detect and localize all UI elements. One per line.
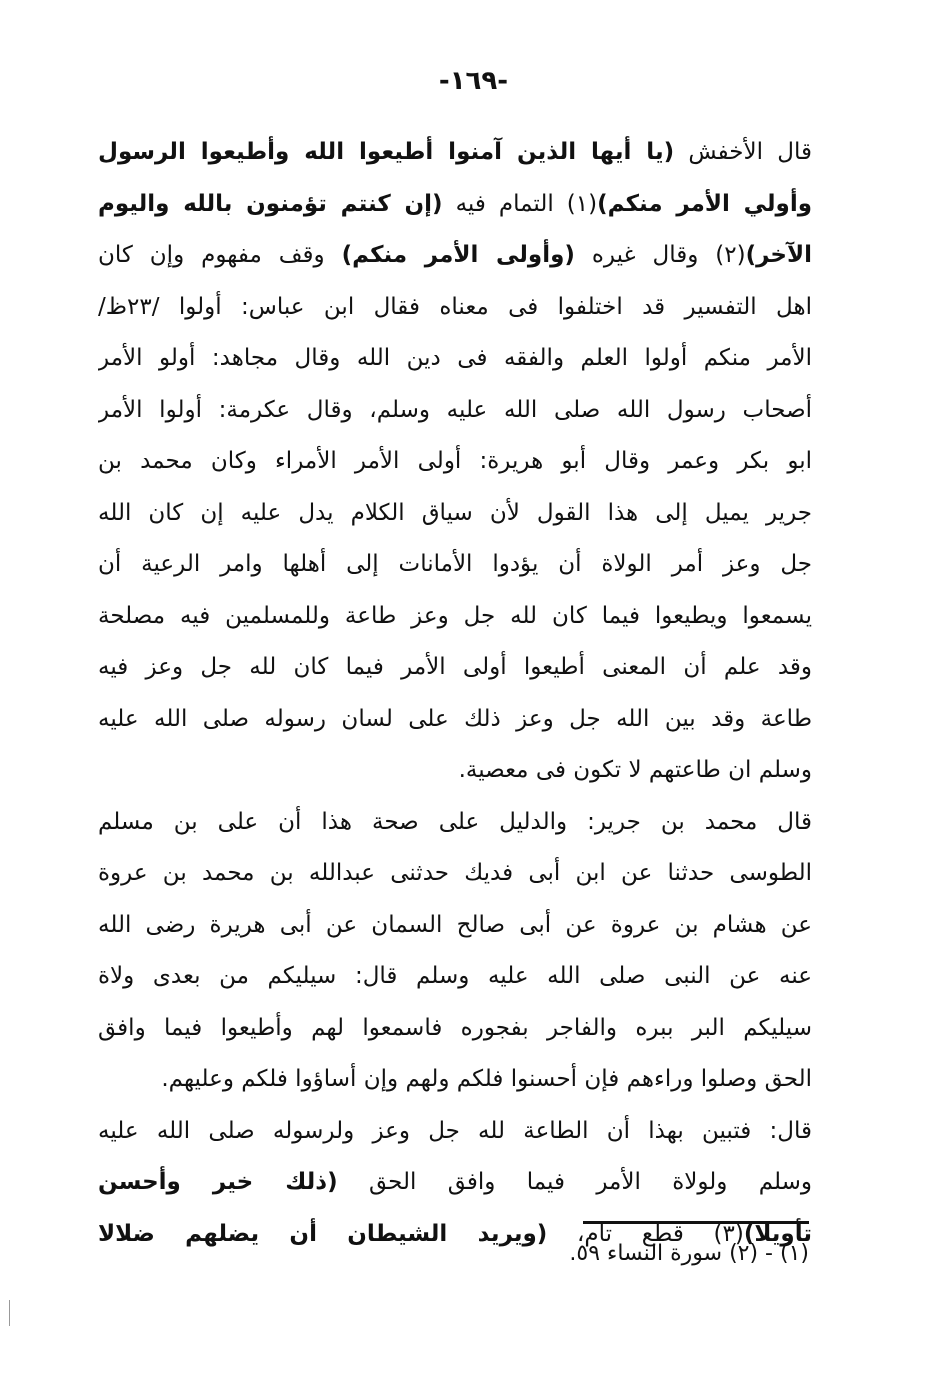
page-number: -١٦٩- <box>438 66 509 96</box>
text-segment: (٢) وقال غيره <box>574 242 746 268</box>
text-segment: عن هشام بن عروة عن أبى صالح السمان عن أبى هريرة رضى الله <box>98 911 812 938</box>
text-line <box>98 694 812 746</box>
text-line <box>98 127 812 179</box>
text-line <box>98 745 812 797</box>
text-segment: يسمعوا ويطيعوا فيما كان لله جل وعز طاعة وللمسلمين فيه مصلحة <box>98 602 812 629</box>
text-segment: أصحاب رسول الله صلى الله عليه وسلم، وقال عكرمة: أولوا الأمر <box>98 396 812 423</box>
quran-quote: وأولي الأمر منكم) <box>597 190 812 217</box>
quran-quote: (إن كنتم تؤمنون بالله واليوم <box>98 190 443 217</box>
text-line <box>98 230 812 282</box>
footnote: (١) - (٢) سورة النساء ٥٩. <box>569 1241 809 1266</box>
text-segment: وقف مفهوم وإن كان <box>98 242 342 268</box>
text-line <box>98 539 812 591</box>
text-segment: سيليكم البر ببره والفاجر بفجوره فاسمعوا لهم وأطيعوا فيما وافق <box>98 1014 812 1041</box>
margin-mark <box>9 1300 10 1326</box>
text-segment: قال: فتبين بهذا أن الطاعة لله جل وعز ولرسوله صلى الله عليه <box>98 1117 812 1144</box>
text-line <box>98 1003 812 1055</box>
text-line <box>98 179 812 231</box>
text-line <box>98 951 812 1003</box>
text-segment: طاعة وقد بين الله جل وعز ذلك على لسان رسوله صلى الله عليه <box>98 705 812 732</box>
text-line <box>98 1054 812 1106</box>
text-line <box>98 385 812 437</box>
quran-quote: (ويريد الشيطان أن يضلهم ضلالا <box>98 1220 548 1247</box>
text-segment: وقد علم أن المعنى أطيعوا أولى الأمر فيما كان لله جل وعز فيه <box>98 654 812 680</box>
text-segment: الأمر منكم أولوا العلم والفقه فى دين الله وقال مجاهد: أولو الأمر <box>98 345 812 371</box>
text-segment: ابو بكر وعمر وقال أبو هريرة: أولى الأمر الأمراء وكان محمد بن <box>98 448 812 474</box>
text-line <box>98 488 812 540</box>
text-segment: (٣) قطع تام، <box>547 1220 744 1247</box>
text-line <box>98 333 812 385</box>
text-segment: جل وعز أمر الولاة أن يؤدوا الأمانات إلى أهلها وامر الرعية أن <box>98 551 812 577</box>
footnote-separator <box>583 1221 809 1224</box>
text-line <box>98 436 812 488</box>
text-segment: وسلم ولولاة الأمر فيما وافق الحق <box>337 1169 812 1195</box>
quran-quote: (يا أيها الذين آمنوا أطيعوا الله وأطيعوا الرسول <box>98 139 675 165</box>
text-segment: الطوسى حدثنا عن ابن أبى فديك حدثنى عبدالله بن محمد بن عروة <box>98 860 812 886</box>
text-line <box>98 1157 812 1209</box>
quran-quote: (وأولى الأمر منكم) <box>341 242 575 268</box>
text-line <box>98 591 812 643</box>
text-segment: جرير يميل إلى هذا القول لأن سياق الكلام يدل عليه إن كان الله <box>98 499 812 526</box>
text-segment: وسلم ان طاعتهم لا تكون فى معصية. <box>458 757 812 783</box>
text-segment: اهل التفسير قد اختلفوا فى معناه فقال ابن عباس: أولوا /٢٣ظ/ <box>98 293 812 320</box>
text-line <box>98 282 812 334</box>
text-line <box>98 797 812 849</box>
quran-quote: الآخر) <box>745 242 812 268</box>
text-line <box>98 642 812 694</box>
text-segment: قال الأخفش <box>674 139 812 165</box>
text-line <box>98 1106 812 1158</box>
quran-quote: (ذلك خير وأحسن <box>98 1169 338 1195</box>
body-text <box>98 127 812 1260</box>
text-segment: عنه عن النبى صلى الله عليه وسلم قال: سيليكم من بعدى ولاة <box>98 963 812 989</box>
text-line <box>98 848 812 900</box>
text-segment: الحق وصلوا وراءهم فإن أحسنوا فلكم ولهم وإن أساؤوا فلكم وعليهم. <box>161 1066 812 1092</box>
text-line <box>98 900 812 952</box>
text-segment: (١) التمام فيه <box>442 190 598 217</box>
quran-quote: تأويلا) <box>743 1220 812 1247</box>
text-segment: قال محمد بن جرير: والدليل على صحة هذا أن على بن مسلم <box>98 808 812 835</box>
